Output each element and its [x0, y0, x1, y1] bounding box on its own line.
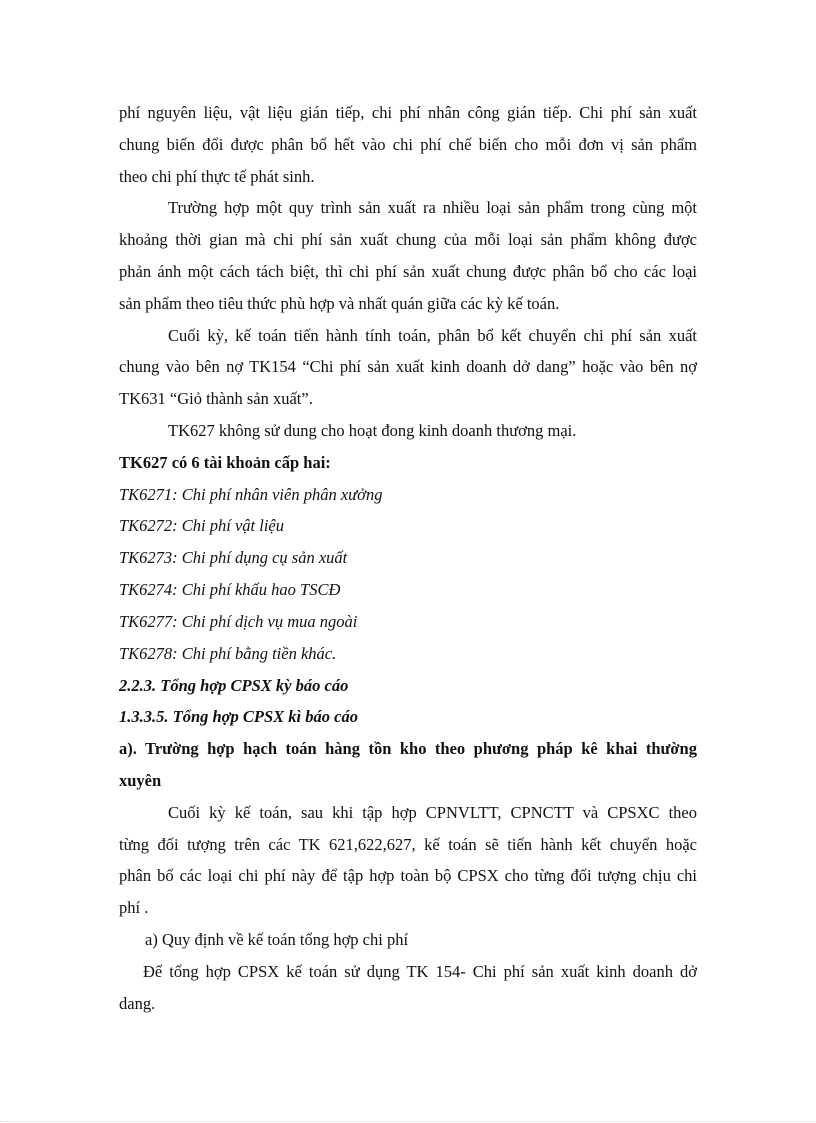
paragraph-line: phí .: [119, 898, 149, 917]
account-item: TK6273: Chi phí dụng cụ sản xuất: [119, 548, 348, 567]
paragraph-line: phí nguyên liệu, vật liệu gián tiếp, chi phí nhân công gián tiếp. Chi phí sản xuất: [119, 103, 697, 122]
subsection-heading: a). Trường hợp hạch toán hàng tồn kho theo phương pháp kê khai thường: [119, 739, 697, 758]
page-bottom-rule: [0, 1121, 816, 1122]
paragraph-line: TK631 “Giỏ thành sản xuất”.: [119, 389, 313, 408]
account-item: TK6274: Chi phí khấu hao TSCĐ: [119, 580, 341, 599]
paragraph-line: theo chi phí thực tế phát sinh.: [119, 167, 315, 186]
subsection-heading: xuyên: [119, 771, 162, 790]
paragraph-line: phản ánh một cách tách biệt, thì chi phí sản xuất chung được phân bổ cho các loại: [119, 262, 697, 281]
paragraph-line: chung biến đổi được phân bổ hết vào chi phí chế biến cho mỗi đơn vị sản phẩm: [119, 135, 697, 154]
paragraph-line: từng đối tượng trên các TK 621,622,627, kế toán sẽ tiến hành kết chuyển hoặc: [119, 835, 697, 854]
section-heading: 1.3.3.5. Tổng hợp CPSX kì báo cáo: [119, 707, 358, 726]
account-item: TK6271: Chi phí nhân viên phân xưởng: [119, 485, 383, 504]
section-heading: 2.2.3. Tổng hợp CPSX kỳ báo cáo: [119, 676, 349, 695]
paragraph-line: Cuối kỳ, kế toán tiến hành tính toán, phân bổ kết chuyển chi phí sản xuất: [168, 326, 697, 345]
paragraph-line: dang.: [119, 994, 156, 1013]
paragraph-line: Trường hợp một quy trình sản xuất ra nhiều loại sản phẩm trong cùng một: [168, 198, 697, 217]
paragraph-line: TK627 không sử dung cho hoạt đong kinh doanh thương mại.: [168, 421, 577, 440]
account-item: TK6272: Chi phí vật liệu: [119, 516, 284, 535]
account-item: TK6278: Chi phí bằng tiền khác.: [119, 644, 337, 663]
paragraph-line: Để tổng hợp CPSX kế toán sử dụng TK 154- Chi phí sản xuất kinh doanh dở: [143, 962, 697, 981]
paragraph-line: phân bổ các loại chi phí này để tập hợp toàn bộ CPSX cho từng đối tượng chịu chi: [119, 866, 697, 885]
paragraph-line: khoảng thời gian mà chi phí sản xuất chung của mỗi loại sản phẩm không được: [119, 230, 697, 249]
paragraph-line: sản phẩm theo tiêu thức phù hợp và nhất quán giữa các kỳ kế toán.: [119, 294, 560, 313]
account-item: TK6277: Chi phí dịch vụ mua ngoài: [119, 612, 358, 631]
section-heading: TK627 có 6 tài khoản cấp hai:: [119, 453, 331, 472]
paragraph-line: chung vào bên nợ TK154 “Chi phí sản xuất kinh doanh dở dang” hoặc vào bên nợ: [119, 357, 697, 376]
list-item: a) Quy định về kế toán tổng hợp chi phí: [145, 930, 409, 949]
paragraph-line: Cuối kỳ kế toán, sau khi tập hợp CPNVLTT, CPNCTT và CPSXC theo: [168, 803, 697, 822]
